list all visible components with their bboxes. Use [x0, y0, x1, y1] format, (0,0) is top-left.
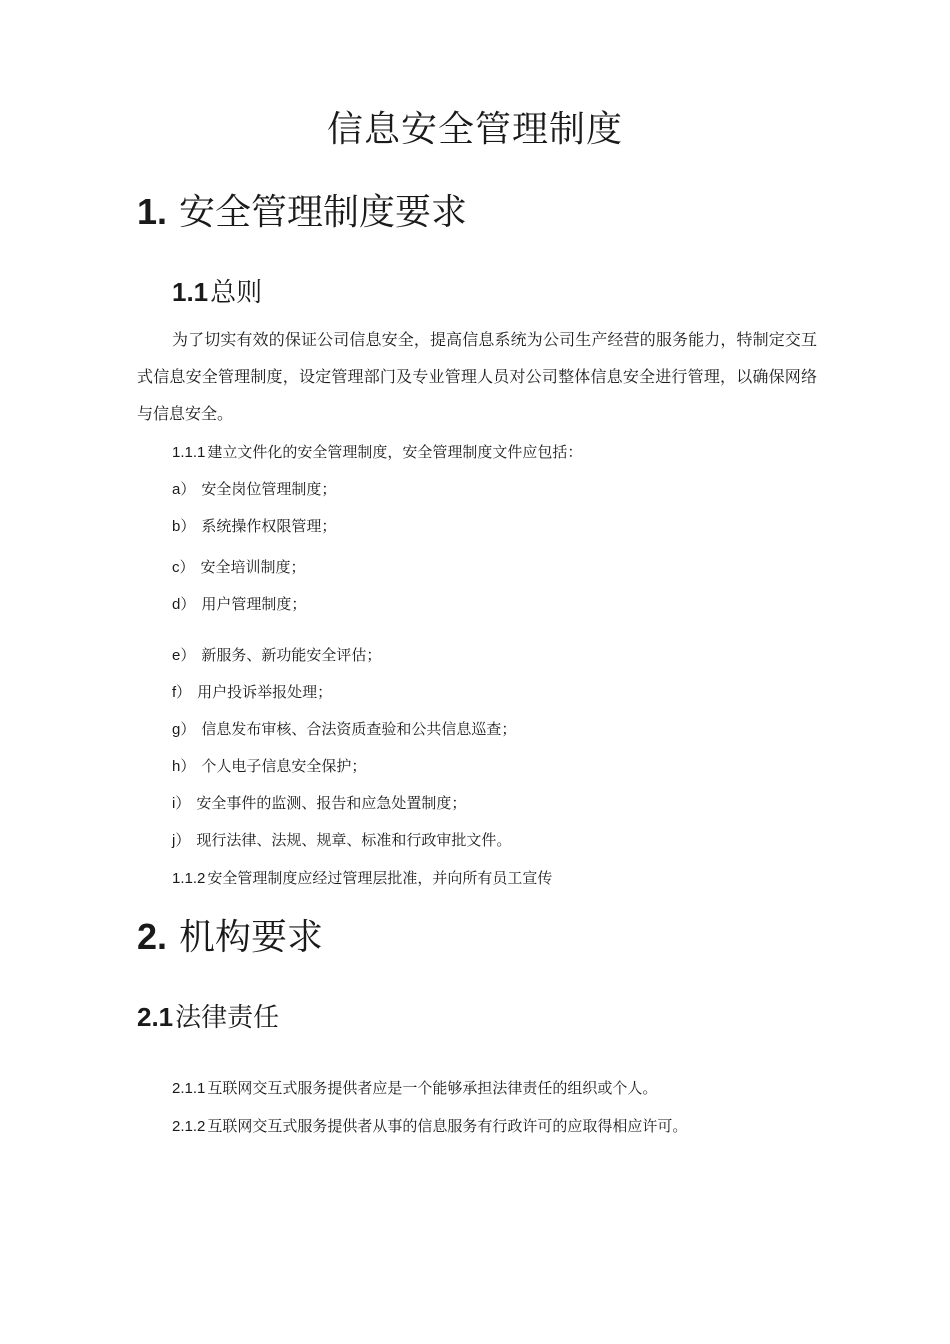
subsection-2-1-title: 法律责任 — [175, 1003, 280, 1033]
section-1-number: 1. — [137, 191, 168, 232]
clause-1-1-2-text: 安全管理制度应经过管理层批准，并向所有员工宣传 — [207, 869, 553, 887]
list-item — [172, 681, 332, 704]
list-item-text: 安全岗位管理制度； — [201, 480, 337, 498]
list-item — [172, 755, 366, 778]
list-item — [172, 593, 306, 616]
section-2-title: 机构要求 — [179, 917, 324, 958]
clause-1-1-2 — [172, 867, 552, 890]
list-item-label: j） — [172, 832, 191, 849]
list-item-label: a） — [172, 481, 196, 498]
clause-1-1-2-number: 1.1.2 — [172, 870, 206, 887]
list-item-text: 安全培训制度； — [200, 558, 306, 576]
section-1-heading — [137, 186, 467, 239]
subsection-1-1-intro: 为了切实有效的保证公司信息安全，提高信息系统为公司生产经营的服务能力，特制定交互式信息安全管理制度，设定管理部门及专业管理人员对公司整体信息安全进行管理，以确保网络与信息安全。 — [137, 330, 817, 423]
list-item-label: c） — [172, 559, 195, 576]
list-item-text: 信息发布审核、合法资质查验和公共信息巡查； — [201, 720, 517, 738]
subsection-1-1-title: 总则 — [210, 278, 263, 308]
document-title: 信息安全管理制度 — [326, 109, 623, 150]
clause-2-1-1-number: 2.1.1 — [172, 1080, 206, 1097]
list-item-text: 安全事件的监测、报告和应急处置制度； — [196, 794, 467, 812]
section-1-title: 安全管理制度要求 — [179, 192, 468, 233]
list-item-text: 用户管理制度； — [201, 595, 307, 613]
clause-1-1-1-text: 建立文件化的安全管理制度，安全管理制度文件应包括： — [207, 443, 583, 461]
subsection-2-1-heading — [137, 999, 279, 1036]
list-item — [172, 556, 306, 579]
clause-2-1-2-text: 互联网交互式服务提供者从事的信息服务有行政许可的应取得相应许可。 — [207, 1117, 688, 1135]
subsection-2-1-number: 2.1 — [137, 1002, 174, 1032]
list-item-text: 现行法律、法规、规章、标准和行政审批文件。 — [196, 831, 512, 849]
section-2-number: 2. — [137, 916, 168, 957]
clause-1-1-1-number: 1.1.1 — [172, 444, 206, 461]
clause-2-1-2 — [172, 1115, 687, 1138]
subsection-1-1-heading — [172, 274, 262, 311]
subsection-1-1-number: 1.1 — [172, 277, 209, 307]
list-item-text: 新服务、新功能安全评估； — [201, 646, 382, 664]
clause-1-1-1 — [172, 441, 582, 464]
list-item-label: i） — [172, 795, 191, 812]
list-item-text: 用户投诉举报处理； — [197, 683, 333, 701]
list-item-label: e） — [172, 647, 196, 664]
list-item — [172, 478, 336, 501]
list-item-text: 个人电子信息安全保护； — [201, 757, 367, 775]
list-item-text: 系统操作权限管理； — [201, 517, 337, 535]
clause-2-1-1 — [172, 1077, 657, 1100]
list-item — [172, 829, 511, 852]
clause-2-1-1-text: 互联网交互式服务提供者应是一个能够承担法律责任的组织或个人。 — [207, 1079, 658, 1097]
list-item-label: h） — [172, 758, 196, 775]
list-item — [172, 644, 381, 667]
list-item-label: g） — [172, 721, 196, 738]
list-item-label: b） — [172, 518, 196, 535]
section-2-heading — [137, 911, 323, 964]
list-item — [172, 792, 466, 815]
list-item-label: d） — [172, 596, 196, 613]
list-item — [172, 515, 336, 538]
clause-2-1-2-number: 2.1.2 — [172, 1118, 206, 1135]
list-item-label: f） — [172, 684, 192, 701]
list-item — [172, 718, 516, 741]
